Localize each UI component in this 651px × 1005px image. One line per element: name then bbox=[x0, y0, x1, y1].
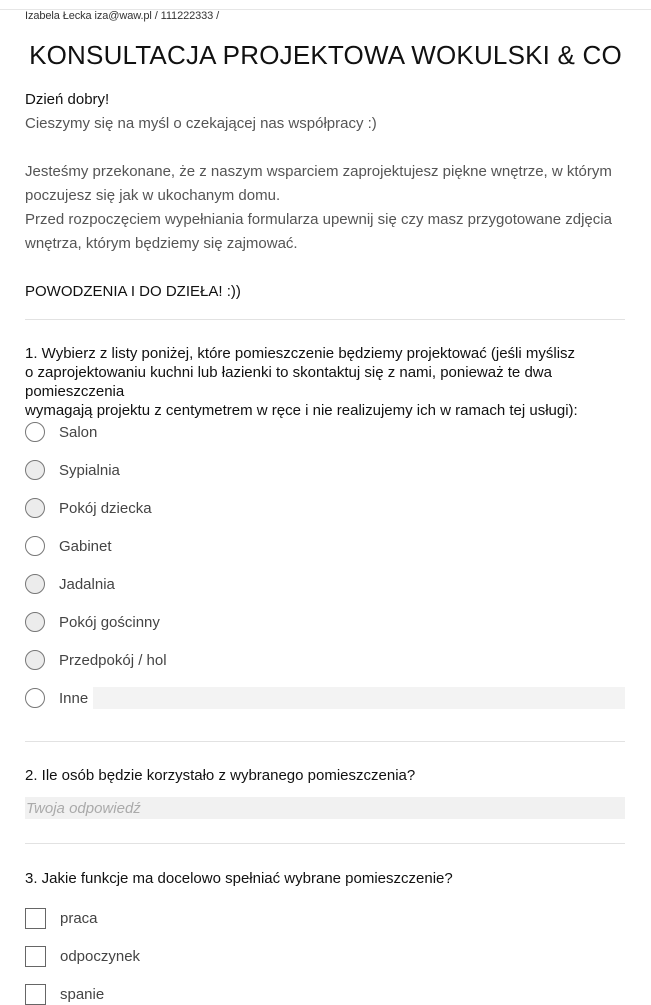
radio-button[interactable] bbox=[25, 536, 45, 556]
intro-line-3: poczujesz się jak w ukochanym domu. bbox=[25, 187, 281, 204]
radio-button[interactable] bbox=[25, 498, 45, 518]
radio-label: Przedpokój / hol bbox=[59, 651, 167, 669]
form-title: KONSULTACJA PROJEKTOWA WOKULSKI & CO bbox=[29, 40, 622, 70]
question-1-line-1: 1. Wybierz z listy poniżej, które pomieszczenie będziemy projektować (jeśli myślisz bbox=[25, 345, 576, 362]
checkbox-option-spanie[interactable] bbox=[25, 983, 104, 1005]
radio-option-inne[interactable] bbox=[25, 687, 88, 709]
radio-button[interactable] bbox=[25, 650, 45, 670]
divider-1 bbox=[25, 319, 625, 320]
checkbox-label: praca bbox=[60, 909, 98, 927]
radio-label: Jadalnia bbox=[59, 575, 115, 593]
radio-option-przedpokoj[interactable] bbox=[25, 649, 167, 671]
radio-option-gabinet[interactable] bbox=[25, 535, 112, 557]
greeting: Dzień dobry! bbox=[25, 91, 110, 108]
checkbox-option-odpoczynek[interactable] bbox=[25, 945, 140, 967]
question-1-line-3: wymagają projektu z centymetrem w ręce i nie realizujemy ich w ramach tej usługi): bbox=[25, 402, 578, 419]
sender-info: Izabela Łecka iza@waw.pl / 111222333 / bbox=[25, 10, 220, 22]
radio-option-salon[interactable] bbox=[25, 421, 97, 443]
answer-input-q2[interactable] bbox=[25, 797, 625, 819]
checkbox[interactable] bbox=[25, 946, 46, 967]
radio-option-pokoj-dziecka[interactable] bbox=[25, 497, 152, 519]
intro-line-5: wnętrza, którym będziemy się zajmować. bbox=[25, 235, 298, 252]
intro-cheer: POWODZENIA I DO DZIEŁA! :)) bbox=[25, 283, 241, 300]
radio-option-sypialnia[interactable] bbox=[25, 459, 120, 481]
intro-line-2: Jesteśmy przekonane, że z naszym wsparciem zaprojektujesz piękne wnętrze, w którym bbox=[25, 163, 612, 180]
question-1-label bbox=[25, 344, 630, 420]
divider-3 bbox=[25, 843, 625, 844]
intro-line-1: Cieszymy się na myśl o czekającej nas współpracy :) bbox=[25, 115, 377, 132]
radio-label: Gabinet bbox=[59, 537, 112, 555]
radio-button[interactable] bbox=[25, 612, 45, 632]
checkbox-option-praca[interactable] bbox=[25, 907, 98, 929]
radio-option-jadalnia[interactable] bbox=[25, 573, 115, 595]
radio-label: Salon bbox=[59, 423, 98, 441]
radio-option-pokoj-goscinny[interactable] bbox=[25, 611, 160, 633]
other-text-input[interactable] bbox=[93, 687, 625, 709]
radio-label: Pokój dziecka bbox=[59, 499, 152, 517]
checkbox-label: odpoczynek bbox=[60, 947, 141, 965]
intro-line-4: Przed rozpoczęciem wypełniania formularza upewnij się czy masz przygotowane zdjęcia bbox=[25, 211, 612, 228]
radio-button[interactable] bbox=[25, 422, 45, 442]
radio-label: Sypialnia bbox=[59, 461, 120, 479]
radio-button[interactable] bbox=[25, 574, 45, 594]
radio-button[interactable] bbox=[25, 460, 45, 480]
checkbox-label: spanie bbox=[60, 985, 105, 1003]
answer-placeholder: Twoja odpowiedź bbox=[26, 799, 141, 817]
question-2-label: 2. Ile osób będzie korzystało z wybranego pomieszczenia? bbox=[25, 767, 416, 784]
form-description bbox=[25, 88, 625, 304]
question-3-label: 3. Jakie funkcje ma docelowo spełniać wybrane pomieszczenie? bbox=[25, 870, 453, 887]
radio-label: Pokój gościnny bbox=[59, 613, 160, 631]
radio-button[interactable] bbox=[25, 688, 45, 708]
radio-label: Inne bbox=[59, 689, 89, 707]
question-1-line-2: o zaprojektowaniu kuchni lub łazienki to skontaktuj się z nami, ponieważ te dwa pomieszczenia bbox=[25, 364, 552, 400]
checkbox[interactable] bbox=[25, 908, 46, 929]
divider-2 bbox=[25, 741, 625, 742]
checkbox[interactable] bbox=[25, 984, 46, 1005]
